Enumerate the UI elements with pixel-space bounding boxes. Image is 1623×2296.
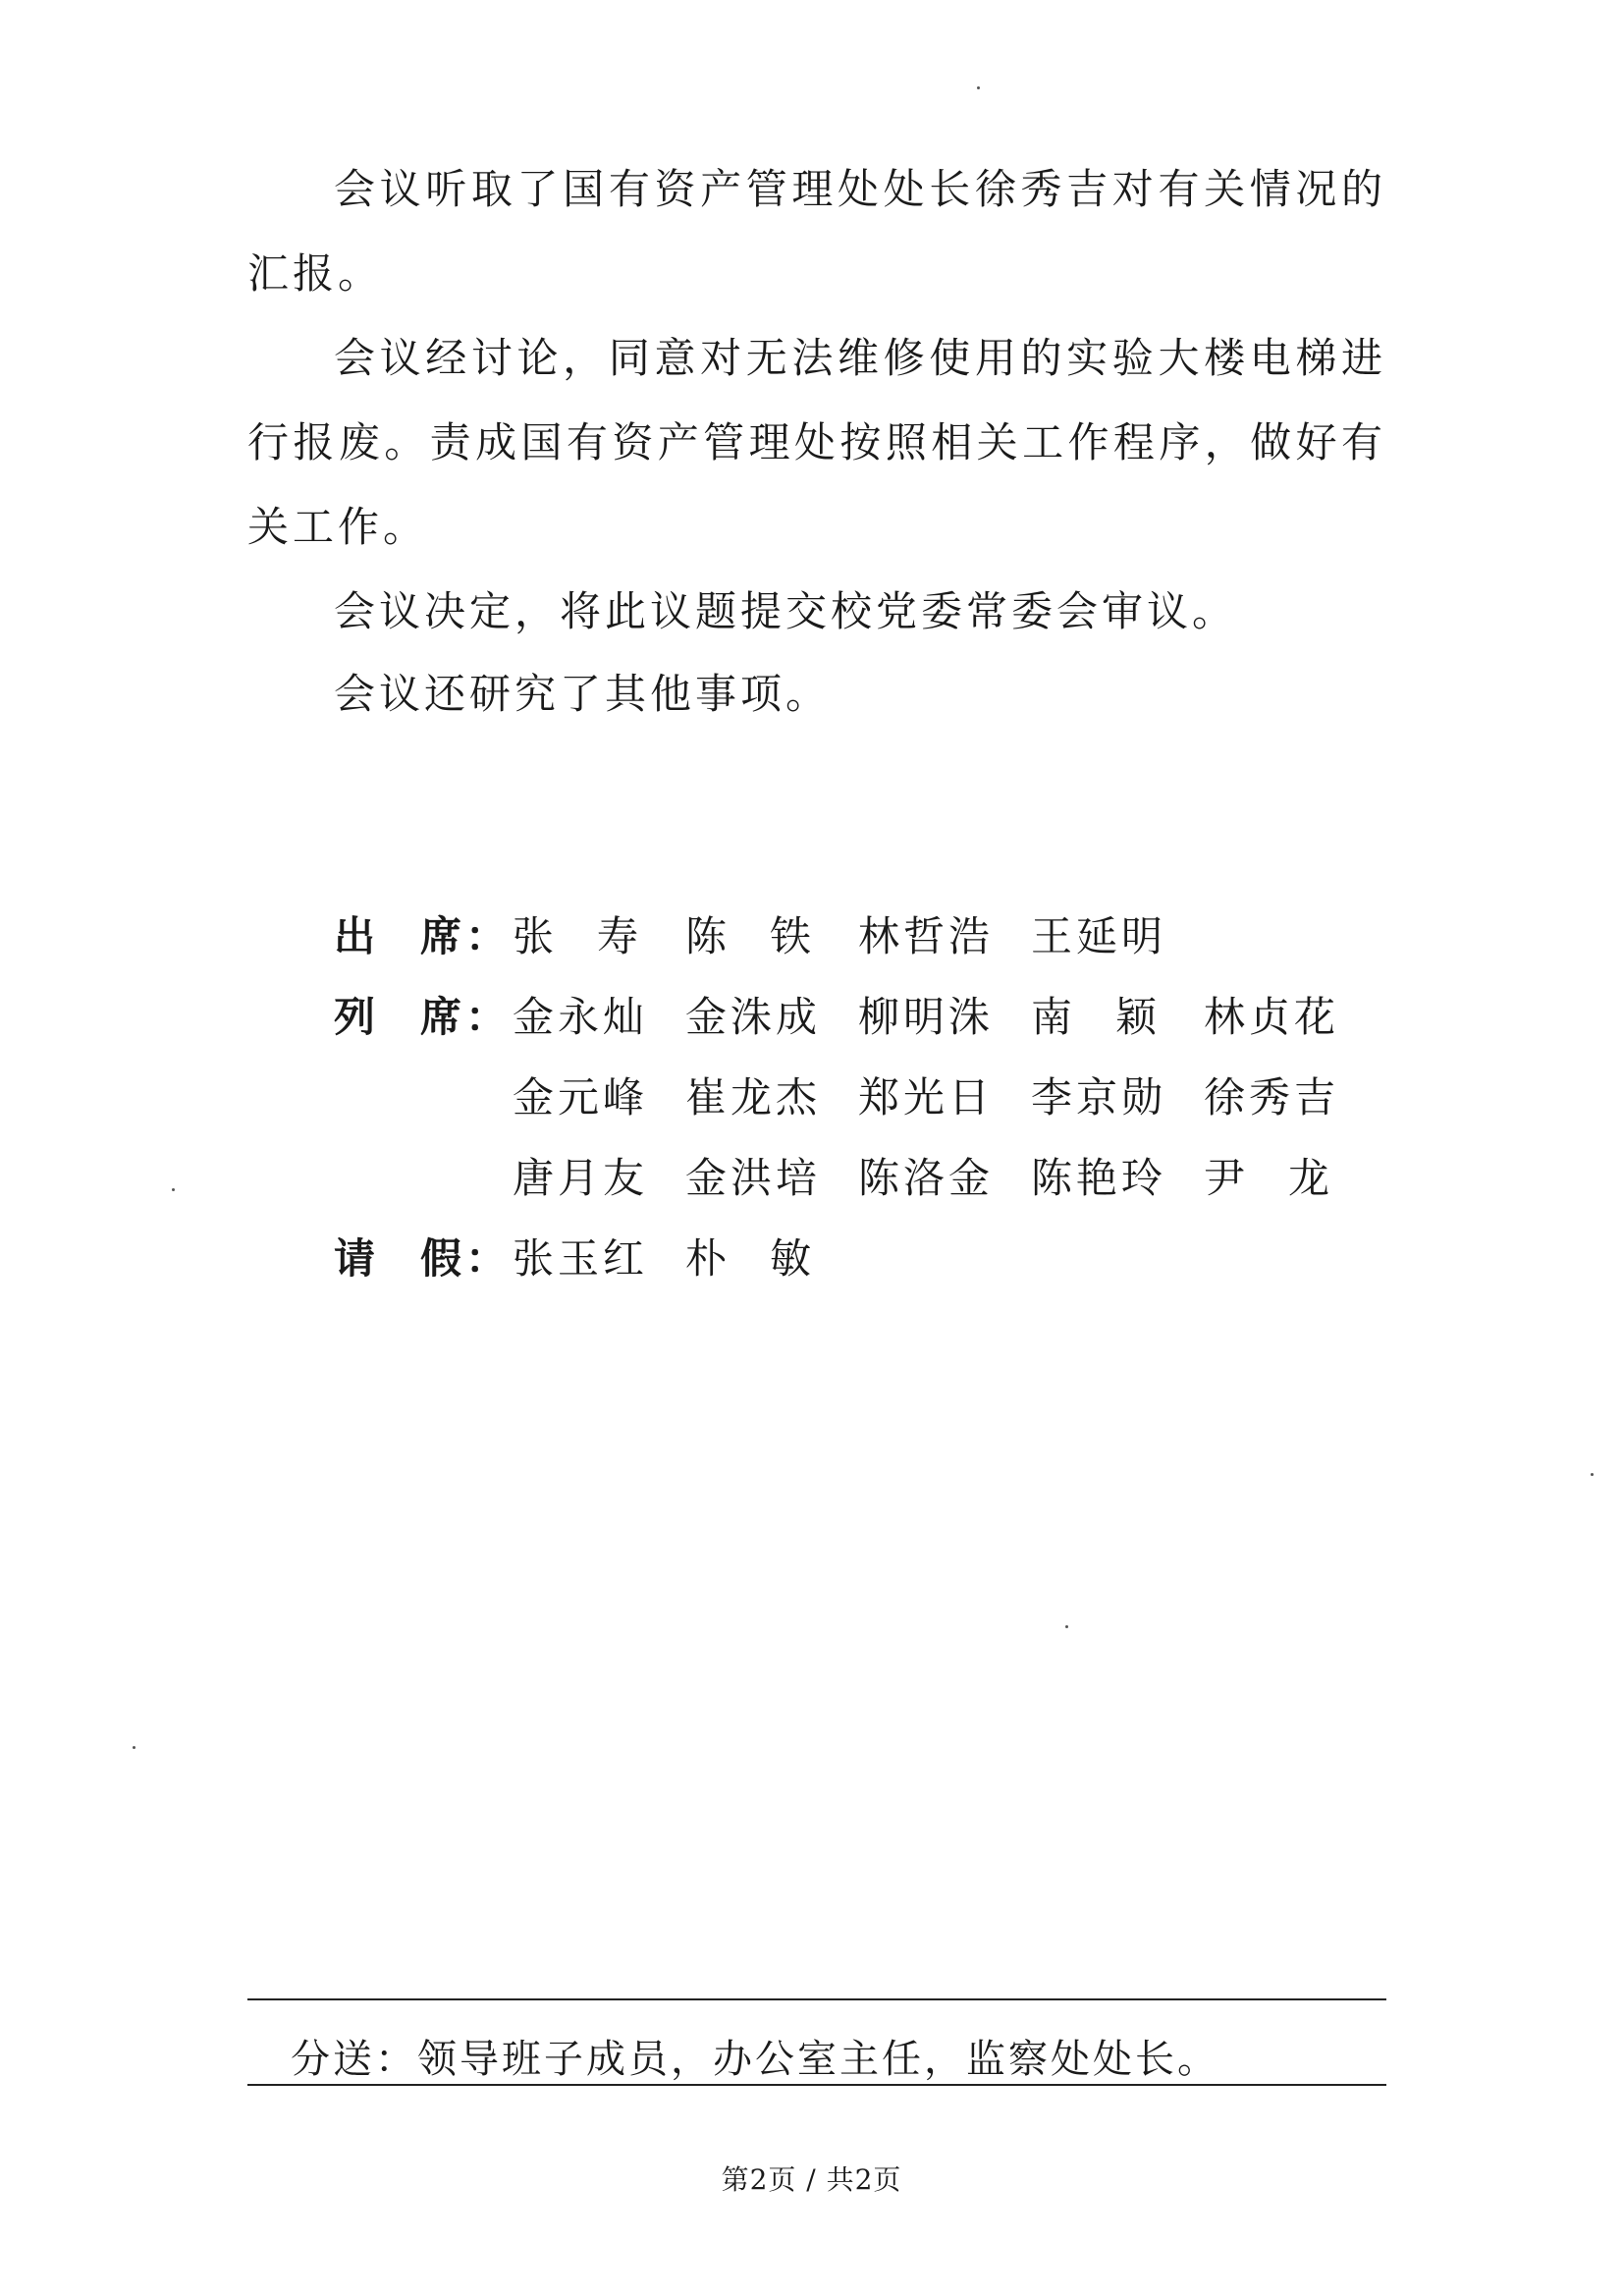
attendee-name: 金洙成 bbox=[685, 993, 822, 1041]
attendee-name: 陈铁 bbox=[685, 912, 855, 960]
attendee-name: 崔龙杰 bbox=[685, 1073, 822, 1121]
attendee-name: 李京勋 bbox=[1031, 1073, 1167, 1121]
present-label-char-2: 席 bbox=[420, 912, 462, 960]
attendee-name: 徐秀吉 bbox=[1204, 1073, 1340, 1121]
leave-label-char-2: 假 bbox=[420, 1234, 462, 1283]
attendee-name: 金元峰 bbox=[513, 1073, 649, 1121]
present-label-colon: ： bbox=[465, 912, 508, 960]
distribution-top-rule bbox=[247, 1998, 1386, 2000]
attendee-name: 南颖 bbox=[1031, 993, 1201, 1041]
attending-label-colon: ： bbox=[465, 993, 508, 1041]
attendee-name: 金永灿 bbox=[513, 993, 649, 1041]
scan-speck bbox=[1065, 1625, 1068, 1628]
paragraph-submission: 会议决定，将此议题提交校党委常委会审议。 bbox=[334, 587, 1238, 635]
attendee-name: 唐月友 bbox=[513, 1154, 649, 1202]
scan-speck bbox=[1591, 1473, 1594, 1476]
paragraph-other-matters: 会议还研究了其他事项。 bbox=[334, 670, 832, 718]
attendee-name: 尹龙 bbox=[1204, 1154, 1374, 1202]
page-number: 第2页 / 共2页 bbox=[721, 2163, 902, 2196]
scan-speck bbox=[977, 86, 980, 89]
attendee-name: 陈洛金 bbox=[858, 1154, 995, 1202]
attendee-name: 柳明洙 bbox=[858, 993, 995, 1041]
attending-label-char-1: 列 bbox=[334, 993, 376, 1041]
attendee-name: 陈艳玲 bbox=[1031, 1154, 1167, 1202]
distribution-bottom-rule bbox=[247, 2084, 1386, 2086]
attending-label-char-2: 席 bbox=[420, 993, 462, 1041]
attendee-name: 朴敏 bbox=[685, 1234, 855, 1283]
leave-label-colon: ： bbox=[465, 1234, 508, 1283]
attendee-name: 王延明 bbox=[1031, 912, 1167, 960]
attendee-name: 林贞花 bbox=[1204, 993, 1340, 1041]
attendee-name: 金洪培 bbox=[685, 1154, 822, 1202]
attendee-name: 张寿 bbox=[513, 912, 682, 960]
attendee-name: 林哲浩 bbox=[858, 912, 995, 960]
scan-speck bbox=[133, 1746, 135, 1749]
scan-speck bbox=[172, 1188, 175, 1191]
paragraph-report: 会议听取了国有资产管理处处长徐秀吉对有关情况的汇报。 bbox=[247, 165, 1386, 298]
paragraph-decision: 会议经讨论，同意对无法维修使用的实验大楼电梯进行报废。责成国有资产管理处按照相关工作程序，做好有关工作。 bbox=[247, 334, 1386, 551]
leave-label-char-1: 请 bbox=[334, 1234, 376, 1283]
attendee-name: 张玉红 bbox=[513, 1234, 649, 1283]
distribution-line: 分送：领导班子成员，办公室主任，监察处处长。 bbox=[291, 2037, 1219, 2082]
present-label-char-1: 出 bbox=[334, 912, 376, 960]
attendee-name: 郑光日 bbox=[858, 1073, 995, 1121]
